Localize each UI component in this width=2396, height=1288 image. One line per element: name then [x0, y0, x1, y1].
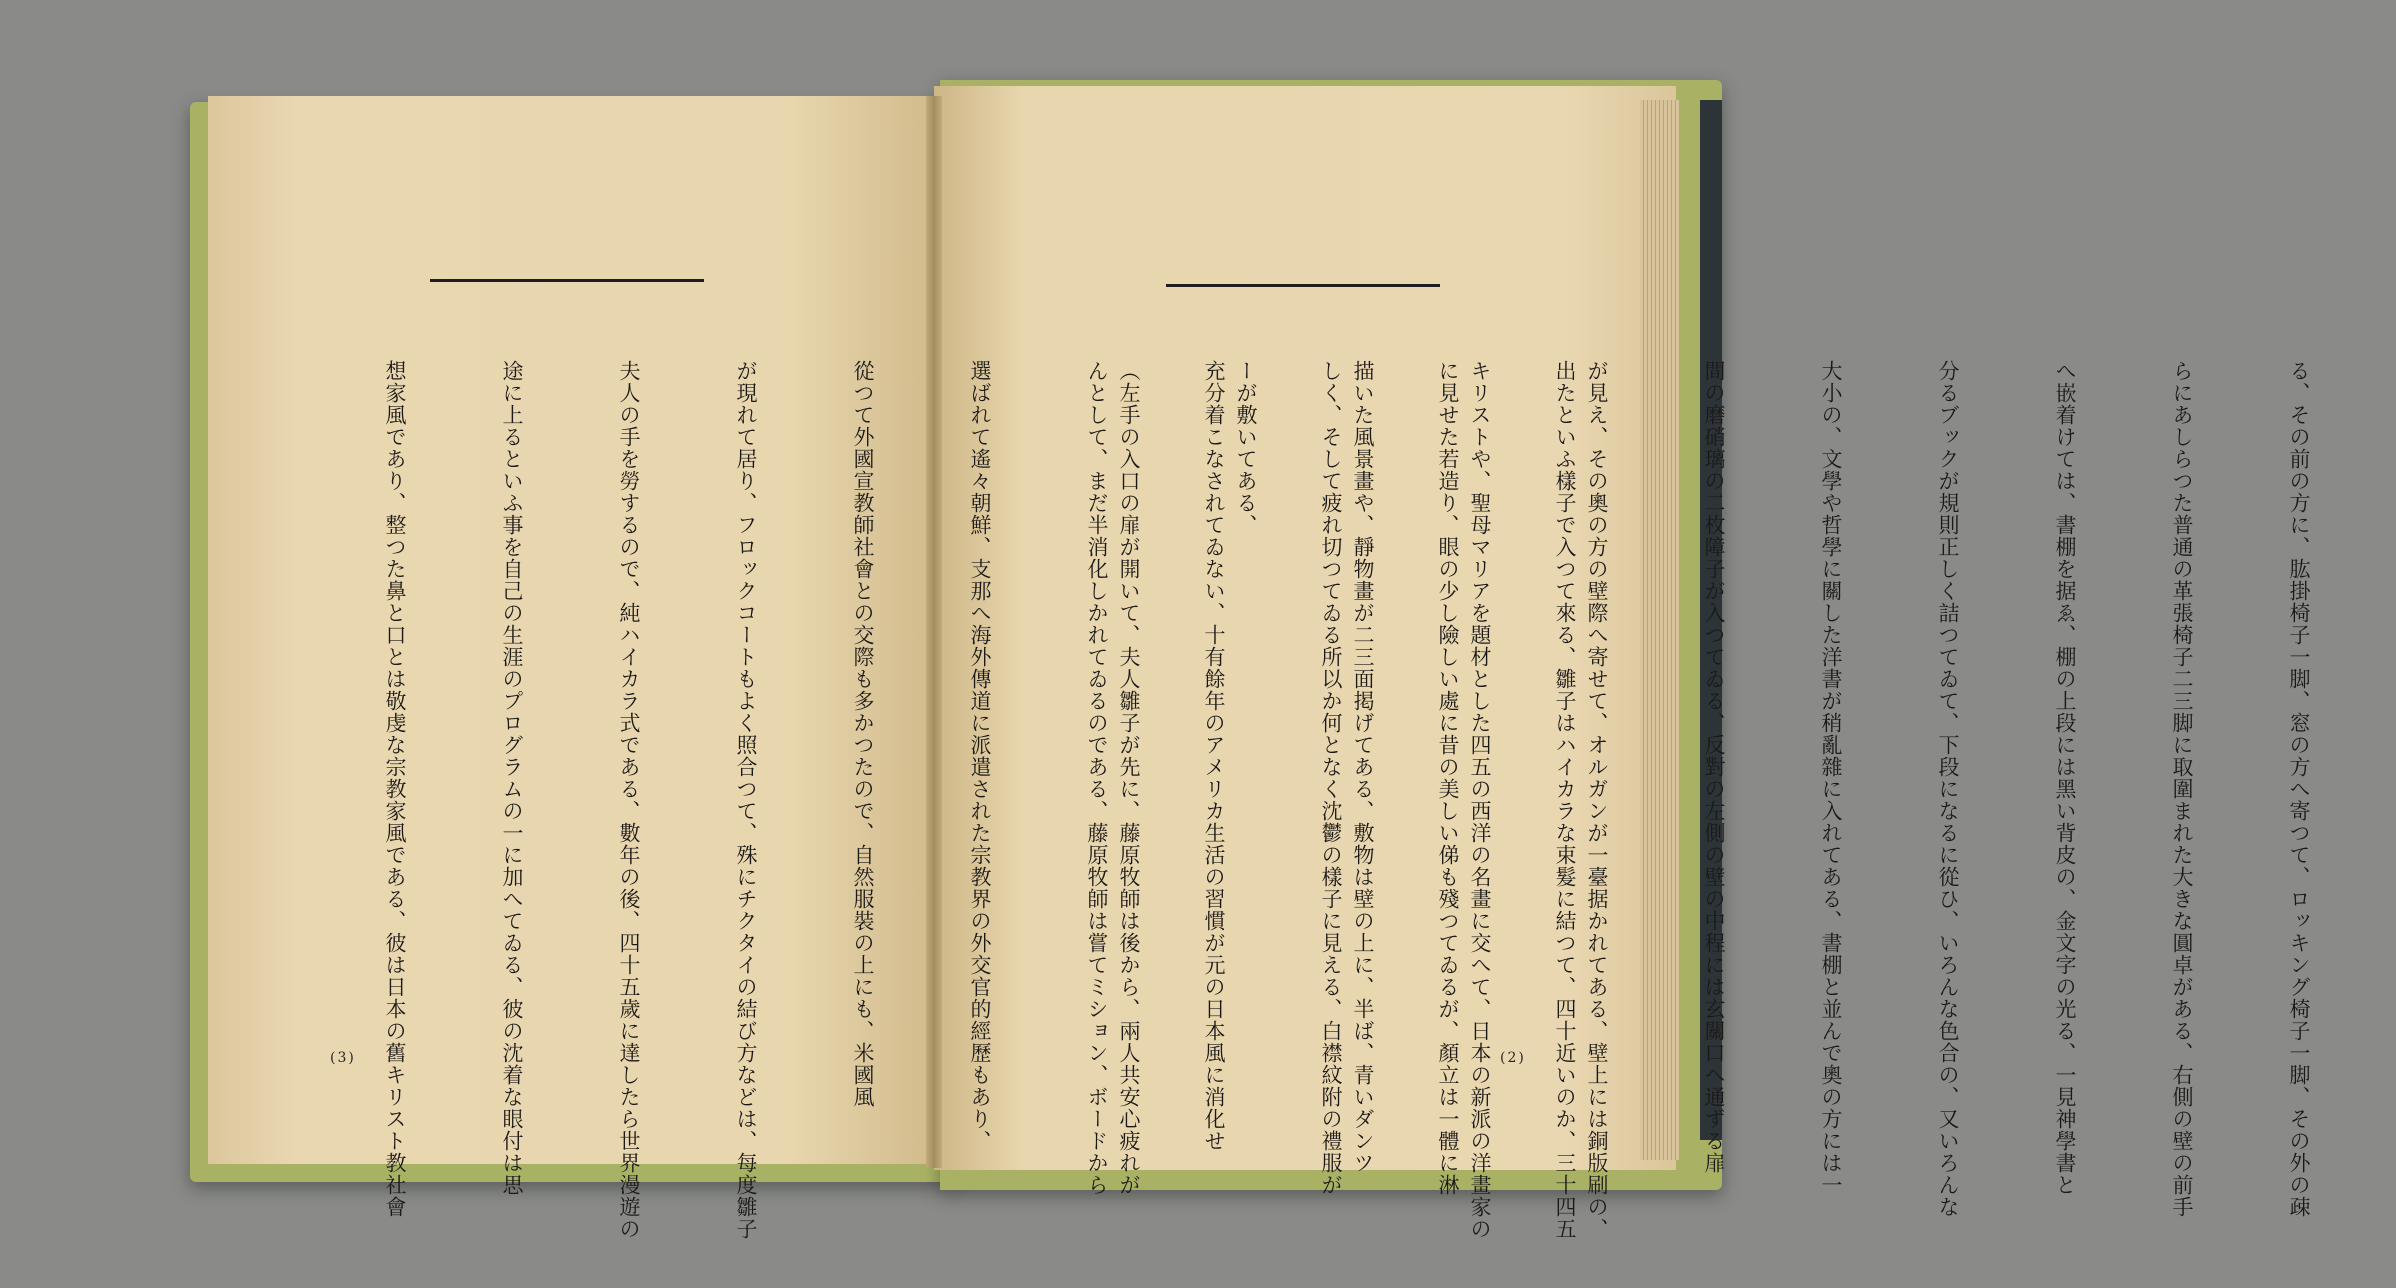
text-line: 間の磨硝璃の二枚障子が入つてゐる、反對の左側の壁の中程には玄關口へ通ずる扉: [1702, 360, 1726, 1174]
text-line: キリストや、聖母マリアを題材とした四五の西洋の名畫に交へて、日本の新派の洋畫家の: [1468, 360, 1492, 1240]
text-line: 從つて外國宣教師社會との交際も多かつたので、自然服裝の上にも、米國風: [851, 360, 875, 1108]
text-line: らにあしらつた普通の革張椅子二三脚に取圍まれた大きな圓卓がある、右側の壁の前手: [2170, 360, 2194, 1218]
text-line: 出たといふ樣子で入つて來る、雛子はハイカラな束髮に結つて、四十近いのか、三十四五: [1553, 360, 1577, 1240]
left-page-rule: [430, 279, 704, 282]
text-line: が現れて居り、フロックコートもよく照合つて、殊にチクタイの結び方などは、每度雛子: [734, 360, 758, 1240]
right-page-text: [1070, 360, 2396, 1240]
text-line: （左手の入口の扉が開いて、夫人雛子が先に、藤原牧師は後から、兩人共安心疲れが: [1117, 360, 1141, 1196]
text-line: る、その前の方に、肱掛椅子一脚、窓の方へ寄つて、ロッキング椅子一脚、その外の疎: [2287, 360, 2311, 1218]
text-line: に見せた若造り、眼の少し險しい處に昔の美しい俤も殘つてゐるが、顏立は一體に淋: [1436, 360, 1460, 1196]
text-line: 想家風であり、整つた鼻と口とは敬虔な宗教家風である、彼は日本の舊キリスト教社會: [383, 360, 407, 1218]
text-line: が見え、その奧の方の壁際へ寄せて、オルガンが一臺据かれてある、壁上には銅版刷の、: [1585, 360, 1609, 1240]
text-line: 描いた風景畫や、靜物畫が二三面掲げてある、敷物は壁の上に、半ば、青いダンツ: [1351, 360, 1375, 1174]
text-line: 夫人の手を勞するので、純ハイカラ式である、數年の後、四十五歲に達したら世界漫遊の: [617, 360, 641, 1240]
text-line: へ嵌着けては、書棚を据ゑ、棚の上段には黑い背皮の、金文字の光る、一見神學書と: [2053, 360, 2077, 1196]
text-line: 充分着こなされてゐない、十有餘年のアメリカ生活の習慣が元の日本風に消化せ: [1202, 360, 1226, 1152]
text-line: 大小の、文學や哲學に關した洋書が稍亂雜に入れてある、書棚と並んで奧の方には一: [1819, 360, 1843, 1196]
text-line: んとして、まだ半消化しかれてゐるのである、藤原牧師は嘗てミション、ボードから: [1085, 360, 1109, 1196]
text-line: ーが敷いてある、: [1234, 360, 1258, 536]
page-number-right: (2): [1500, 1050, 1526, 1066]
text-line: 途に上るといふ事を自己の生涯のプログラムの一に加へてゐる、彼の沈着な眼付は思: [500, 360, 524, 1196]
text-line: しく、そして疲れ切つてゐる所以か何となく沈鬱の樣子に見える、白襟紋附の禮服が: [1319, 360, 1343, 1196]
text-line: 選ばれて遙々朝鮮、支那へ海外傳道に派遣された宗教界の外交官的經歷もあり、: [968, 360, 992, 1152]
page-number-left: (3): [330, 1050, 356, 1066]
right-page-rule: [1166, 284, 1440, 287]
text-line: 分るブックが規則正しく詰つてゐて、下段になるに從ひ、いろんな色合の、又いろんな: [1936, 360, 1960, 1218]
